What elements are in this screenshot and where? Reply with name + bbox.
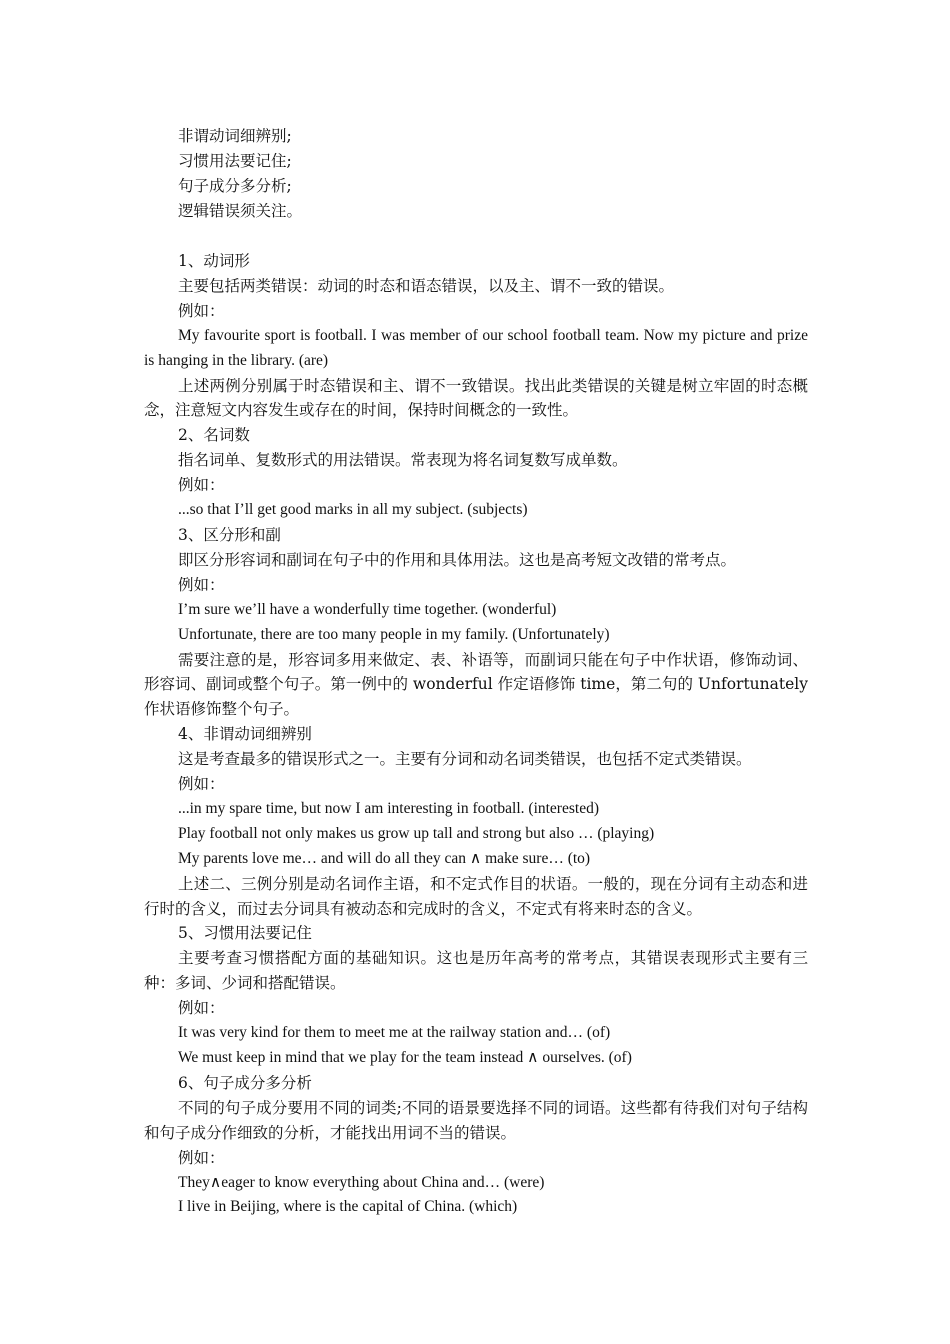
- main-content: [144, 249, 808, 1220]
- section-note: 上述二、三例分别是动名词作主语，和不定式作目的状语。一般的，现在分词有主动态和进行时的含义，而过去分词具有被动态和完成时的含义，不定式有将来时态的含义。: [144, 874, 808, 918]
- example-label: 例如：: [178, 999, 225, 1018]
- example-sentence: Play football not only makes us grow up tall and strong but also … (playing): [178, 824, 655, 842]
- section-note: 上述两例分别属于时态错误和主、谓不一致错误。找出此类错误的关键是树立牢固的时态概念，注意短文内容发生或存在的时间，保持时间概念的一致性。: [144, 376, 808, 420]
- intro-line: 逻辑错误须关注。: [178, 201, 303, 220]
- example-label: 例如：: [178, 775, 225, 794]
- section-note: 需要注意的是，形容词多用来做定、表、补语等，而副词只能在句子中作状语，修饰动词、形容词、副词或整个句子。第一例中的 wonderful 作定语修饰 time，第二句的 Unfortunately 作状语修饰整个句子。: [144, 650, 808, 719]
- example-label: 例如：: [178, 1148, 225, 1167]
- section-heading: 3、区分形和副: [178, 525, 281, 544]
- intro-list: [144, 124, 808, 224]
- section-description: 主要考查习惯搭配方面的基础知识。这也是历年高考的常考点，其错误表现形式主要有三种：多词、少词和搭配错误。: [144, 949, 808, 993]
- section-heading: 4、非谓动词细辨别: [178, 725, 312, 744]
- example-sentence: My favourite sport is football. I was member of our school football team. Now my picture and prize is hanging in the library. (are): [144, 326, 808, 369]
- example-sentence: I’m sure we’ll have a wonderfully time together. (wonderful): [178, 600, 557, 618]
- section-description: 主要包括两类错误：动词的时态和语态错误，以及主、谓不一致的错误。: [178, 276, 675, 295]
- section-description: 不同的句子成分要用不同的词类;不同的语景要选择不同的词语。这些都有待我们对句子结构和句子成分作细致的分析，才能找出用词不当的错误。: [144, 1098, 808, 1142]
- example-sentence: ...in my spare time, but now I am interesting in football. (interested): [178, 799, 599, 817]
- example-sentence: We must keep in mind that we play for the team instead ∧ ourselves. (of): [178, 1049, 632, 1066]
- section-heading: 1、动词形: [178, 252, 250, 270]
- section-description: 即区分形容词和副词在句子中的作用和具体用法。这也是高考短文改错的常考点。: [178, 550, 737, 569]
- example-sentence: They∧eager to know everything about China and… (were): [178, 1173, 545, 1191]
- section-heading: 5、习惯用法要记住: [178, 924, 312, 943]
- example-sentence: ...so that I’ll get good marks in all my subject. (subjects): [178, 501, 528, 519]
- section-heading: 2、名词数: [178, 426, 250, 445]
- example-sentence: It was very kind for them to meet me at the railway station and… (of): [178, 1024, 611, 1042]
- section-description: 这是考查最多的错误形式之一。主要有分词和动名词类错误，也包括不定式类错误。: [178, 750, 752, 769]
- example-sentence: Unfortunate, there are too many people in my family. (Unfortunately): [178, 625, 610, 643]
- section-description: 指名词单、复数形式的用法错误。常表现为将名词复数写成单数。: [178, 451, 628, 470]
- intro-line: 句子成分多分析;: [178, 176, 292, 195]
- example-sentence: My parents love me… and will do all they can ∧ make sure… (to): [178, 849, 591, 867]
- intro-line: 非谓动词细辨别;: [178, 127, 292, 145]
- section-heading: 6、句子成分多分析: [178, 1073, 312, 1092]
- example-label: 例如：: [178, 301, 225, 320]
- example-sentence: I live in Beijing, where is the capital of China. (which): [178, 1198, 518, 1216]
- intro-line: 习惯用法要记住;: [178, 151, 292, 170]
- example-label: 例如：: [178, 575, 225, 594]
- example-label: 例如：: [178, 476, 225, 495]
